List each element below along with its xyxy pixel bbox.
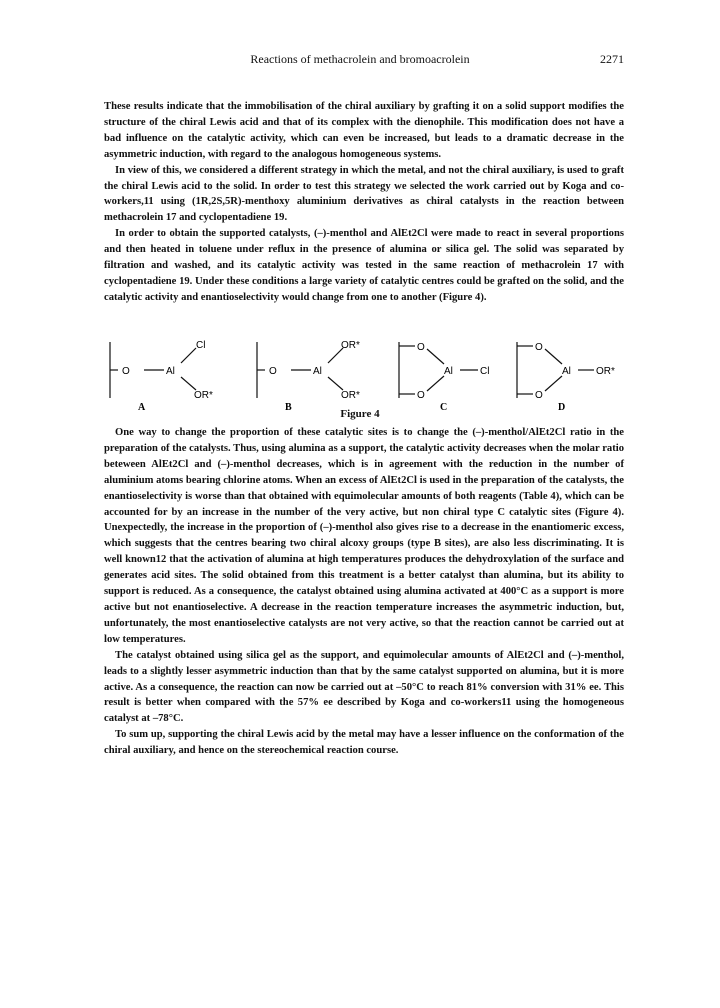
paragraph: These results indicate that the immobilisation of the chiral auxiliary by grafting it on a solid support modifies the structure of the chiral Lewis acid and that of its complex with the dienophile. This modification does not have a bad influence on the catalytic activity, which can even be increased, but leads to a dramatic decrease in the asymmetric induction, with regard to the analogous homogeneous systems.	[104, 101, 624, 160]
running-header	[0, 52, 720, 68]
atom-o: O	[122, 366, 130, 377]
paragraph: The catalyst obtained using silica gel as the support, and equimolecular amounts of AlEt2Cl and (–)-menthol, leads to a slightly lesser asymmetric induction than that by the same catalyst supported on alumina, but it is more active. As a consequence, the reaction can now be carried out at –50°C to reach 81% conversion with 31% ee. This result is better when compared with the 57% ee described by Koga and co-workers11 using the homogeneous catalyst at –78°C.	[104, 649, 624, 725]
structure-label: D	[558, 402, 566, 412]
atom-o: O	[535, 390, 543, 401]
structure-d	[517, 342, 594, 398]
atom-o: O	[535, 342, 543, 353]
atom-cl: Cl	[196, 340, 206, 351]
atom-o: O	[417, 390, 425, 401]
atom-or: OR*	[341, 390, 360, 401]
structure-label: C	[440, 402, 448, 412]
atom-al: Al	[444, 366, 453, 377]
paragraph: To sum up, supporting the chiral Lewis acid by the metal may have a lesser influence on the conformation of the chiral auxiliary, and hence on the stereochemical reaction course.	[104, 729, 624, 757]
figure-4	[104, 332, 624, 418]
atom-al: Al	[166, 366, 175, 377]
atom-or: OR*	[596, 366, 615, 377]
text-block-top	[104, 99, 624, 306]
atom-or: OR*	[194, 390, 213, 401]
structure-label: A	[138, 402, 146, 412]
atom-cl: Cl	[480, 366, 490, 377]
atom-or: OR*	[341, 340, 360, 351]
running-title: Reactions of methacrolein and bromoacrolein	[250, 52, 470, 66]
structures-diagram	[104, 332, 624, 412]
atom-al: Al	[562, 366, 571, 377]
atom-al: Al	[313, 366, 322, 377]
paragraph: One way to change the proportion of these catalytic sites is to change the (–)-menthol/AlEt2Cl ratio in the preparation of the catalysts. Thus, using alumina as a support, the catalytic activity decreases when the molar ratio beteween AlEt2Cl and (–)-menthol decreases, which is in agreement with the reduction in the number of aluminium atoms bearing chlorine atoms. When an excess of AlEt2Cl is used in the preparation of the catalysts, the enantioselectivity is worse than that obtained with equimolecular amounts of both reagents (Table 4), which can be accounted for by an increase in the number of the very active, but non chiral type C catalytic sites (Figure 4). Unexpectedly, the increase in the proportion of (–)-menthol also gives rise to a decrease in the enantiomeric excess, which suggests that the centres bearing two chiral alcoxy groups (type B sites), are also less discriminating. It is well known12 that the activation of alumina at high temperatures produces the dehydroxylation of the surface and generates acid sites. The solid obtained from this treatment is a better catalyst than alumina, but its ability to support is reduced. As a consequence, the catalyst obtained using alumina activated at 400°C as a support is more active but not enantioselective. A decrease in the reaction temperature increases the asymmetric induction, but, unfortunately, the most enantioselective catalysts are not very active, so that the reaction cannot be carried out at low temperatures.	[104, 427, 624, 645]
structure-label: B	[285, 402, 292, 412]
structure-c	[399, 342, 478, 398]
paragraph: In order to obtain the supported catalysts, (–)-menthol and AlEt2Cl were made to react in several proportions and then heated in toluene under reflux in the presence of alumina or silica gel. The solid was separated by filtration and washed, and its catalytic activity was tested in the same reaction of methacrolein 17 with cyclopentadiene 19. Under these conditions a large variety of catalytic centres could be grafted on the solid, and the catalytic activity and enantioselectivity would change from one to another (Figure 4).	[104, 228, 624, 303]
figure-caption: Figure 4	[340, 408, 380, 420]
text-block-bottom	[104, 425, 624, 759]
page-number: 2271	[600, 52, 624, 66]
atom-o: O	[269, 366, 277, 377]
paragraph: In view of this, we considered a different strategy in which the metal, and not the chiral auxiliary, is used to graft the chiral Lewis acid to the solid. In order to test this strategy we selected the work carried out by Koga and co-workers,11 using (1R,2S,5R)-menthoxy aluminium derivatives as chiral catalysts in the reaction between methacrolein 17 and cyclopentadiene 19.	[104, 164, 624, 224]
atom-o: O	[417, 342, 425, 353]
